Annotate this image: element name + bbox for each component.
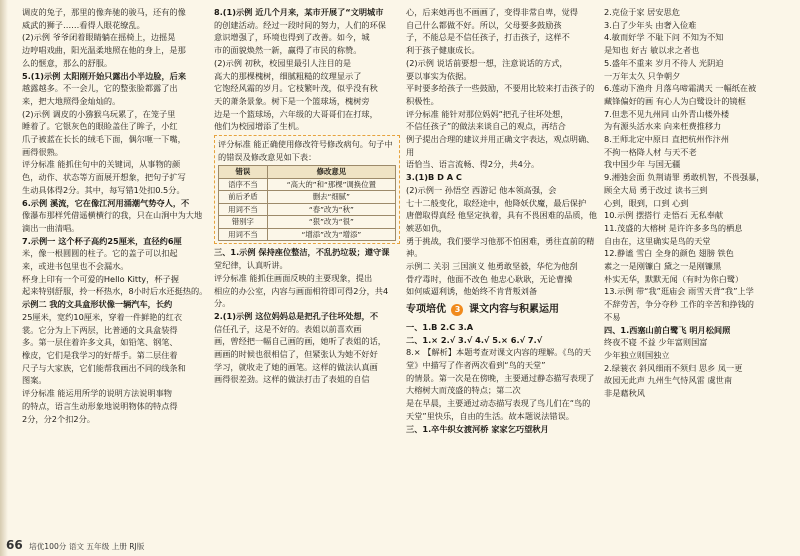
table-header: 修改意见 [267, 166, 395, 179]
book-binding [0, 0, 8, 556]
revision-table [218, 165, 396, 241]
text-line: 我中国少年 与国无疆 [604, 159, 681, 170]
column-2 [214, 6, 400, 386]
text-line: 三、1.示例 保持座位整洁，不乱扔垃圾；遵守课 [214, 247, 390, 258]
table-row [219, 191, 396, 204]
text-line: 7.示例一 这个杯子高约25厘米，直径约6厘 [22, 235, 182, 246]
table-cell: “增添”改为“增添” [267, 228, 395, 241]
text-line: 四、1.西塞山前白鹭飞 明月松间照 [604, 324, 731, 335]
text-line: 少年独立则国独立 [604, 349, 670, 360]
text-line: 画得很差劲。这样的做法打击了表姐的自信 [214, 374, 370, 385]
table-header-row [219, 166, 396, 179]
text-line: 5.盛年不重来 岁月不待人 光阴迫 [604, 57, 724, 68]
text-line: 杯身上印有一个可爱的Hello Kitty，杯子握 [22, 273, 179, 284]
text-line: 橡皮，它们是我学习的好帮手。第二层住着 [22, 349, 178, 360]
text-line: 不拘一格降人材 与天不老 [604, 146, 697, 157]
text-line: 堂纪律，认真听讲。 [214, 260, 288, 271]
scoring-note: 评分标准 能抓住画面反映的主要现象，提出 [214, 272, 373, 283]
text-line: 5.(1)示例 太阳刚开始只露出小半边脸，后来 [22, 70, 187, 81]
table-cell: “高大的”和“那棵”调换位置 [267, 178, 395, 191]
text-line: 的特点，语言生动形象地说明物体的特点得 [22, 400, 178, 411]
text-line: 画画的时候也很相信了，但紧张认为她不好好 [214, 349, 378, 360]
text-line: 不辞劳苦，争分夺秒 工作的辛苦和挣钱的 [604, 299, 754, 310]
page-number: 66 [6, 538, 23, 552]
text-line: 2.(1)示例 这位妈妈总是把孔子往坏处想，不 [214, 310, 379, 321]
text-line: 13.示例 带“我”逛庙会 雨雪天背“我”上学 [604, 286, 754, 297]
text-line: 米，像一根圆圆的柱子。它的盖子可以扣起 [22, 248, 178, 259]
column-3 [406, 6, 598, 435]
text-line: 一万年太久 只争朝夕 [604, 70, 681, 81]
text-line: 8.(1)示例 近几个月来，某市开展了“文明城市 [214, 7, 384, 17]
text-line: 的创建活动。经过一段时间的努力，人们的环保 [214, 19, 386, 30]
table-cell: 用词不当 [219, 228, 268, 241]
text-line: 图案。 [22, 375, 47, 386]
text-line: 故园无此声 九州生气恃风雷 虞世南 [604, 375, 733, 386]
text-line: 心，后来她再也不画画了，变得非常自卑，觉得 [406, 7, 578, 17]
text-line: 利于孩子健康成长。 [406, 45, 480, 56]
text-line: (2)示例 说话前要想一想，注意说话的方式， [406, 57, 568, 68]
text-line: 色，动作、状态等方面展开想象，把句子扩写 [22, 172, 186, 183]
text-line: 市的面貌焕然一新，赢得了市民的称赞。 [214, 45, 362, 56]
text-line: 一、1.B 2.C 3.A [406, 321, 474, 332]
table-cell: 错别字 [219, 216, 268, 229]
text-line: 勇于挑战，我们要学习他那不怕困难，勇往直前的精神。 [406, 235, 595, 259]
text-line: 越露越多。不一会儿，它的整张脸都露了出 [22, 83, 178, 94]
text-line: 7.但悲不见九州同 山外青山楼外楼 [604, 108, 730, 119]
text-line: 积极性。 [406, 95, 439, 106]
text-line: 6.莲动下渔舟 月落乌啼霜满天 一幅纸在被 [604, 83, 757, 94]
text-line: 为有源头活水来 向来枉费推移力 [604, 121, 722, 132]
table-row [219, 216, 396, 229]
text-line: 相应的办公室，内容与画面相符即可得2分，共4分。 [214, 285, 389, 309]
text-line: 要以事实为依据。 [406, 70, 472, 81]
text-line: 心到，眼到，口到 心到 [604, 197, 689, 208]
text-line: 它饱经风霜的岁月。它枝繁叶茂，似乎没有秋 [214, 83, 378, 94]
text-line: 三、1.卒牛织女渡河桥 家家乞巧望秋月 [406, 423, 549, 434]
scoring-note-box [214, 135, 400, 244]
text-line: 终夜不寝 不益 少年富则国富 [604, 337, 708, 348]
text-line: 来，或进书包里也不会漏水。 [22, 261, 129, 272]
text-line: 自由在，这里确实是鸟的天堂 [604, 235, 711, 246]
text-line: 边是一个篮球场，六年级的大哥哥们在打球， [214, 108, 378, 119]
text-line: 9.湘弛会面 负荆请罪 勇敢机智，不畏强暴， [604, 172, 765, 183]
text-line: 滴出一曲清唱。 [22, 222, 80, 233]
text-line: 学习，就收走了她的画笔。这样的做法认真画 [214, 361, 378, 372]
section-number: 3 [451, 304, 463, 316]
text-line: 唐僧取得真经 他坚定执着，具有不畏困难的品质，他嫉恶如仇， [406, 210, 597, 233]
text-line: 6.示例 溪流，它在像江河用涌潮气势夺人，不 [22, 197, 190, 208]
text-line: 二、1.× 2.√ 3.√ 4.√ 5.× 6.√ 7.√ [406, 334, 543, 345]
text-line: 信任孔子，这是不好的。表姐以前喜欢画 [214, 323, 362, 334]
text-line: 天的萧条景象。树下是一个篮球场，槐树旁 [214, 95, 370, 106]
table-row [219, 203, 396, 216]
text-line: 2.绿蓑衣 斜风细雨不须归 思乡 凤一更 [604, 362, 743, 373]
section-subtitle: 课文内容与积累运用 [468, 304, 559, 316]
text-line: 子，不能总是不信任孩子，打击孩子，这样不 [406, 32, 570, 43]
text-line: 3.白了少年头 由奢入俭难 [604, 19, 697, 30]
text-line: 是在早晨，主要通过动态描写表现了鸟儿们在“鸟的天堂”里快乐，自由的生活。故本题说法错误。 [406, 398, 591, 421]
text-line: 示例二 我的文具盒形状像一辆汽车，长约 [22, 299, 173, 310]
text-line: (2)示例 爷爷闭着眼睛躺在摇椅上，边摇晃 [22, 32, 176, 43]
table-cell: 语序不当 [219, 178, 268, 191]
text-line: 他们为校园增添了生机。 [214, 121, 305, 132]
text-line: 3.(1)B D A C [406, 172, 462, 183]
text-line: 示例二 关羽 三国演义 他勇敢坚毅，华佗为他刮 [406, 261, 578, 272]
text-line: 25厘米，宽约10厘米，穿着一件鲜艳的红衣 [22, 311, 183, 322]
text-line: 如何威逼利诱，他始终不肯背叛刘备 [406, 286, 538, 297]
text-line: (2)示例一 孙悟空 西游记 他本领高强，会 [406, 184, 557, 195]
text-line: 10.示例 摆搭行 走悟石 无私奉献 [604, 210, 724, 221]
text-line: 裳。它分为上下两层，比普通的文具盒装得 [22, 324, 178, 335]
text-line: 11.茂盛的大榕树 是许许多多鸟的栖息 [604, 222, 743, 233]
text-line: 语恰当、语言流畅、得2分，共4分。 [406, 159, 540, 170]
text-line: 来，把大地照得金灿灿的。 [22, 95, 121, 106]
text-line: 画得很熟。 [22, 146, 63, 157]
text-line: 生动具体得2分。其中，每写错1处扣0.5分。 [22, 184, 185, 195]
text-line: 藏锋偏好的画 有心人为白鹭设计的镜框 [604, 95, 746, 106]
table-row [219, 228, 396, 241]
column-1 [22, 6, 208, 425]
table-cell: 删去“细腻” [267, 191, 395, 204]
text-line: 8.王师北定中原日 直把杭州作汴州 [604, 134, 730, 145]
column-4 [604, 6, 792, 400]
text-line: 骨疗毒时，他面不改色 他忠心耿耿，无论曹操 [406, 273, 573, 284]
text-line: 平时要多给孩子一些鼓励，不要用比较来打击孩子的 [406, 83, 595, 94]
text-line: 4.敏而好学 不耻下问 不知为不知 [604, 32, 724, 43]
table-header: 错误 [219, 166, 268, 179]
text-line: 素之一是刚镰白 黛之一是刚镰黑 [604, 261, 722, 272]
text-line: 爪子被蓝在长长的绒毛下面，偶尔咂一下嘴， [22, 134, 186, 145]
text-line: 朴实无华，默默无闻（有时为你白鹭） [604, 273, 744, 284]
text-line: 尺子与大家族，它们能帮我画出不同的线条和 [22, 362, 186, 373]
table-cell: “春”改为“秋” [267, 203, 395, 216]
table-cell: “狠”改为“很” [267, 216, 395, 229]
scoring-note: 评分标准 能正确使用修改符号修改病句。句子中的错误及修改意见如下表： [218, 139, 393, 162]
text-line: 七十二般变化，取经途中，他降妖伏魔，最后保护 [406, 197, 587, 208]
text-line: 例子提出合理的建议并用正确文字表达，观点明确、用 [406, 134, 595, 157]
page-footer [6, 538, 144, 552]
text-line: 画，曾经把一幅自己画的画，她听了表姐的话， [214, 336, 386, 347]
text-line: 非是藉秋风 [604, 388, 645, 399]
scoring-note: 评分标准 能针对那位妈妈“把孔子往坏处想， [406, 108, 569, 119]
text-line: 自己什么都做不好。所以，父母要多鼓励孩 [406, 19, 562, 30]
text-line: 睡着了。它银灰色的眼睑盖住了眸子，小红 [22, 121, 178, 132]
text-line: 调皮的兔子，那里的像奔驰的骏马，还有的像 [22, 7, 186, 17]
table-cell: 用词不当 [219, 203, 268, 216]
text-line: 顾全大局 勇于改过 读书三到 [604, 184, 708, 195]
text-line: 么的惬意，那么的舒服。 [22, 57, 113, 68]
text-line: 边哼唱戏曲，阳光温柔地照在他的身上，是那 [22, 45, 186, 56]
text-line: 起来特别舒服，拎一杯热水，8小时后水还挺热的。 [22, 286, 208, 297]
series-label: 培优100分 语文 五年级 上册 RJ版 [29, 542, 145, 551]
section-header [406, 304, 598, 317]
text-line: (2)示例 调皮的小猕猴乌玩累了，在笼子里 [22, 108, 176, 119]
section-title: 专项培优 [406, 304, 446, 316]
scoring-note: 评分标准 能运用所学的说明方法说明事物 [22, 388, 172, 399]
text-line: 不信任孩子”的做法来谈自己的观点，再结合 [406, 121, 566, 132]
table-row [219, 178, 396, 191]
text-line: 意识增强了，环境也得到了改善。如今，城 [214, 32, 370, 43]
text-line: 12.静谧 雪白 全身的颜色 翅膀 铁色 [604, 248, 734, 259]
table-cell: 前后矛盾 [219, 191, 268, 204]
text-line: 威武的狮子……看得人眼花缭乱。 [22, 19, 145, 30]
text-line: 不易 [604, 311, 621, 322]
text-line: 2分，分2个扣2分。 [22, 413, 95, 424]
text-line: 8.× 【解析】本题考查对课文内容的理解。《鸟的天堂》中描写了作者两次看到“鸟的天堂” [406, 347, 592, 370]
text-line: (2)示例 初秋，校园里最引人注目的是 [214, 57, 352, 68]
text-line: 像瀑布那样凭借遥横横行的我，只在山涧中为大地 [22, 210, 203, 221]
text-line: 是知也 好古 敏以求之者也 [604, 45, 700, 56]
text-line: 的情景。第一次是在傍晚，主要通过静态描写表现了大榕树大而茂盛的特点；第二次 [406, 372, 595, 396]
text-line: 多。第一层住着许多文具，如铅笔、钢笔、 [22, 337, 178, 348]
text-line: 2.克俭于家 居安思危 [604, 7, 680, 17]
text-line: 高大的那棵槐树，细腻粗糙的纹理显示了 [214, 70, 362, 81]
scoring-note: 评分标准 能抓住句中的关键词，从事物的颜 [22, 159, 181, 170]
